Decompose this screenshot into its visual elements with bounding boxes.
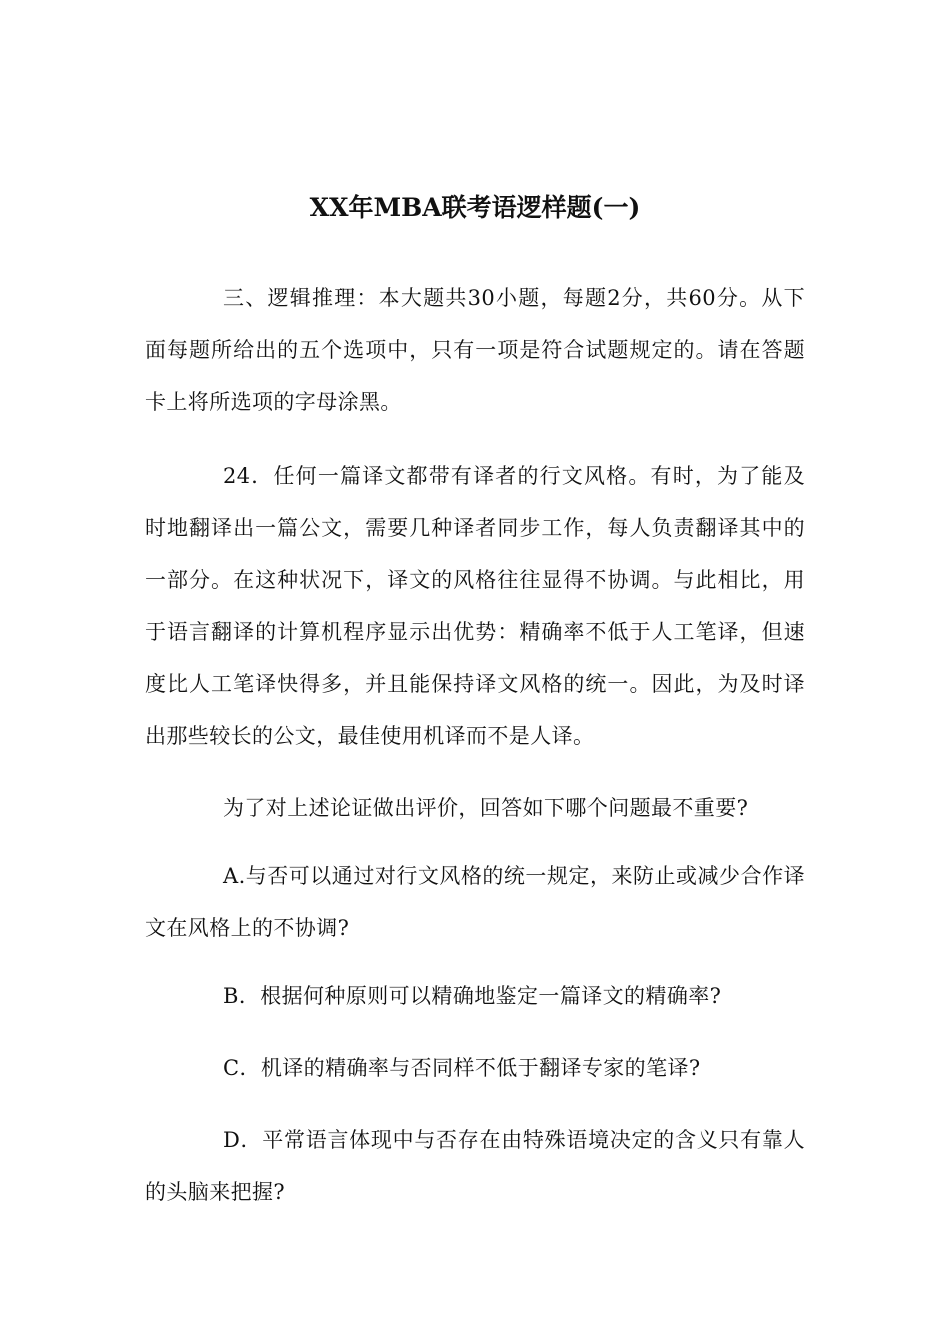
instructions-paragraph: 三、逻辑推理：本大题共30小题，每题2分，共60分。从下面每题所给出的五个选项中，只有一项是符合试题规定的。请在答题卡上将所选项的字母涂黑。 <box>145 286 805 414</box>
document-title: XX年MBA联考语逻样题(一) <box>309 193 641 222</box>
option-b: B．根据何种原则可以精确地鉴定一篇译文的精确率? <box>223 984 722 1008</box>
question-24-stem: 24．任何一篇译文都带有译者的行文风格。有时，为了能及时地翻译出一篇公文，需要几种译者同步工作，每人负责翻译其中的一部分。在这种状况下，译文的风格往往显得不协调。与此相比，用于语言翻译的计算机程序显示出优势：精确率不低于人工笔译，但速度比人工笔译快得多，并且能保持译文风格的统一。因此，为及时译出那些较长的公文，最佳使用机译而不是人译。 <box>145 464 805 748</box>
option-c: C．机译的精确率与否同样不低于翻译专家的笔译? <box>223 1056 701 1080</box>
question-prompt: 为了对上述论证做出评价，回答如下哪个问题最不重要? <box>223 796 749 820</box>
option-a: A.与否可以通过对行文风格的统一规定，来防止或减少合作译文在风格上的不协调? <box>145 864 805 940</box>
option-d: D．平常语言体现中与否存在由特殊语境决定的含义只有靠人的头脑来把握? <box>145 1128 805 1204</box>
